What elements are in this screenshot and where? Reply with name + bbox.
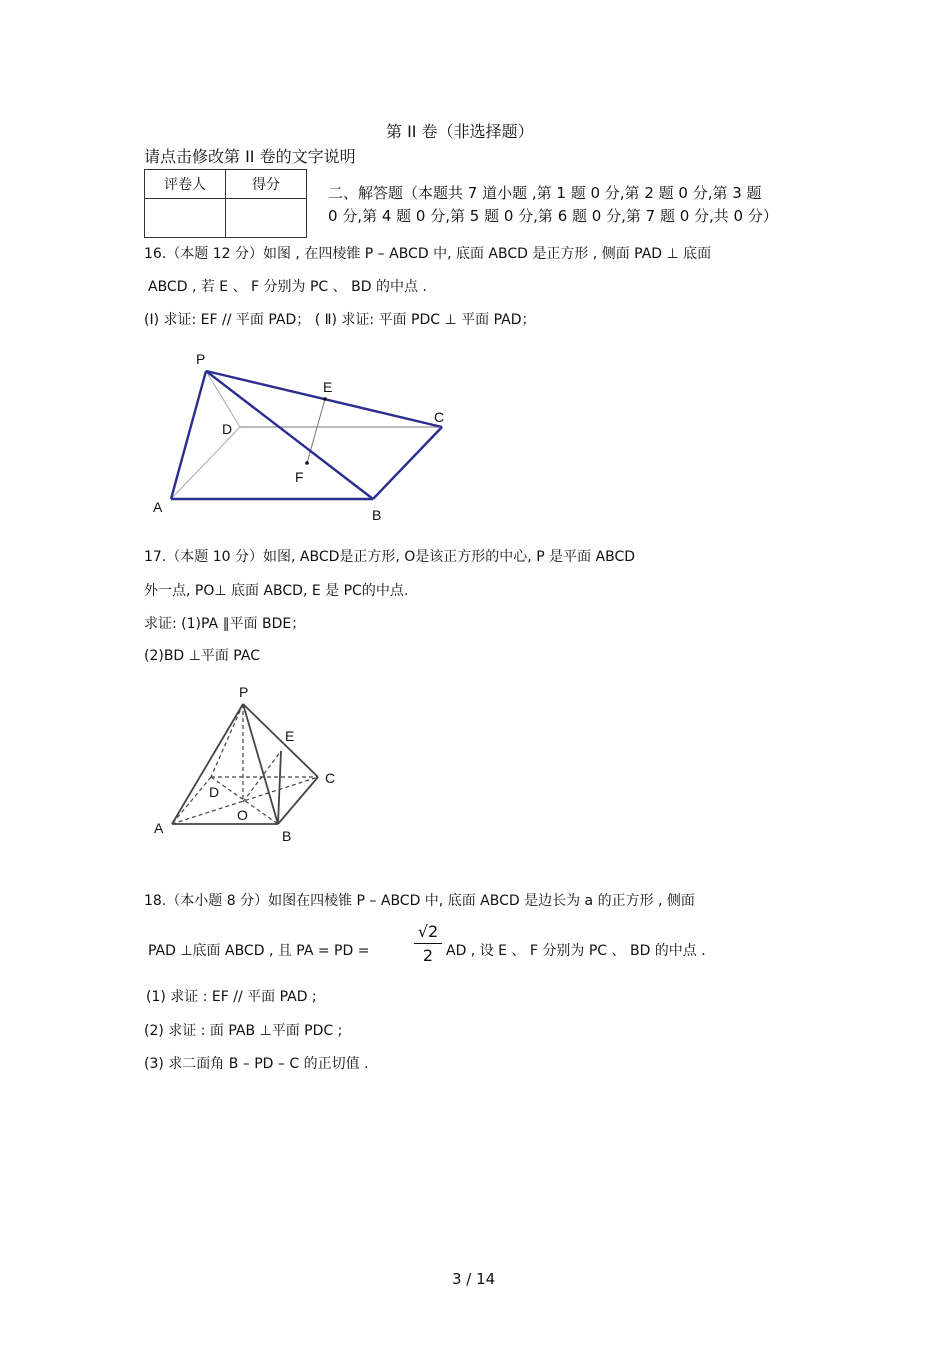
score-table-header-grader: 评卷人 — [145, 170, 226, 199]
q16-label-B: B — [372, 507, 382, 523]
q16-label-E: E — [323, 379, 333, 395]
q17-line1: 17.（本题 10 分）如图, ABCD是正方形, O是该正方形的中心, P 是平面 ABCD — [144, 549, 636, 565]
page-subtitle: 请点击修改第 II 卷的文字说明 — [144, 147, 356, 166]
q18-line2b: AD , 设 E 、 F 分别为 PC 、 BD 的中点 . — [446, 943, 706, 959]
q17-label-P: P — [239, 684, 249, 700]
q18-line2a: PAD ⊥底面 ABCD , 且 PA = PD = — [148, 943, 370, 959]
q18-line1: 18.（本小题 8 分）如图在四棱锥 P – ABCD 中, 底面 ABCD 是边长为 a 的正方形 , 侧面 — [144, 893, 695, 909]
q18-fraction-numerator: √2 — [414, 922, 442, 944]
q16-line2: ABCD , 若 E 、 F 分别为 PC 、 BD 的中点 . — [148, 279, 427, 295]
q16-label-A: A — [153, 499, 163, 515]
q18-fraction-denominator: 2 — [422, 946, 434, 965]
q17-label-E: E — [285, 728, 295, 744]
q16-label-D: D — [222, 421, 233, 437]
q17-line4: (2)BD ⊥平面 PAC — [144, 648, 260, 664]
section-heading-line2: 0 分,第 4 题 0 分,第 5 题 0 分,第 6 题 0 分,第 7 题 0 分,共 0 分） — [328, 207, 778, 225]
q18-item3: (3) 求二面角 B – PD – C 的正切值 . — [144, 1056, 369, 1072]
q17-label-D: D — [209, 784, 220, 800]
q18-item2: (2) 求证 : 面 PAB ⊥平面 PDC ; — [144, 1023, 343, 1039]
q17-label-C: C — [325, 770, 336, 786]
q16-line3: (Ⅰ) 求证: EF // 平面 PAD； ( Ⅱ) 求证: 平面 PDC ⊥ 平面 PAD； — [144, 312, 536, 328]
page-number: 3 / 14 — [452, 1270, 496, 1288]
q16-label-C: C — [434, 409, 445, 425]
q17-label-O: O — [237, 807, 248, 823]
q16-label-P: P — [196, 351, 206, 367]
score-table-header-score: 得分 — [226, 170, 307, 199]
section-heading-line1: 二、解答题（本题共 7 道小题 ,第 1 题 0 分,第 2 题 0 分,第 3 题 — [328, 184, 762, 202]
q17-line3: 求证: (1)PA ∥平面 BDE； — [144, 616, 306, 632]
q18-fraction — [414, 922, 442, 965]
q16-line1: 16.（本题 12 分）如图 , 在四棱锥 P – ABCD 中, 底面 ABCD 是正方形 , 侧面 PAD ⊥ 底面 — [144, 246, 712, 262]
q17-label-B: B — [282, 828, 292, 844]
q16-label-F: F — [295, 469, 304, 485]
q17-line2: 外一点, PO⊥ 底面 ABCD, E 是 PC的中点. — [144, 583, 409, 599]
q17-label-A: A — [154, 820, 164, 836]
q18-item1: (1) 求证 : EF // 平面 PAD ; — [146, 989, 317, 1005]
page-title: 第 II 卷（非选择题） — [386, 122, 534, 141]
